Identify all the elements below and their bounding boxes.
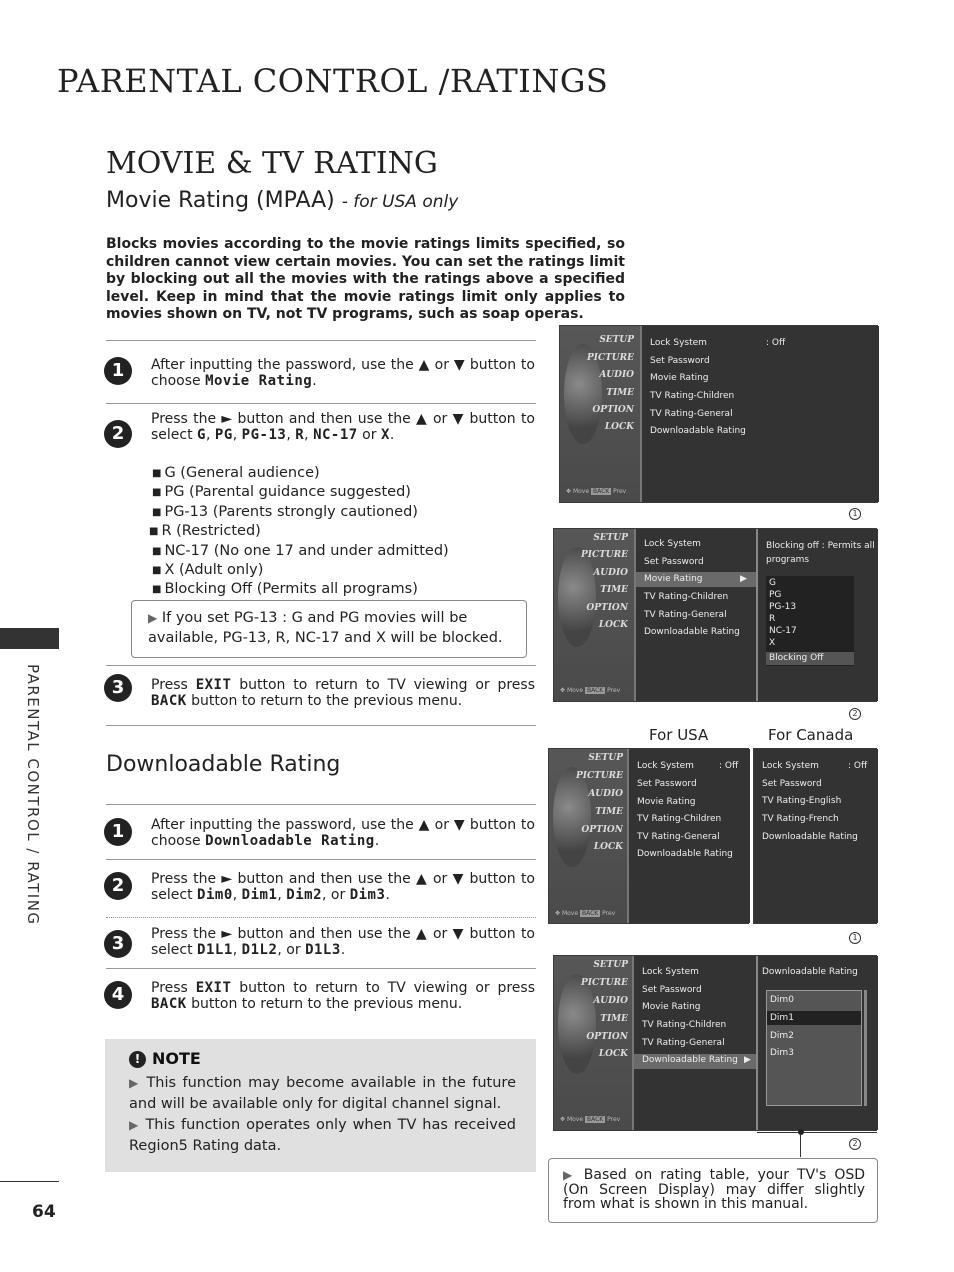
step-key: PG bbox=[214, 427, 233, 443]
osd-note-text: Based on rating table, your TV's OSD (On Screen Display) may differ slightly from what is shown in this manual. bbox=[563, 1167, 865, 1212]
step-key: PG-13 bbox=[241, 427, 287, 443]
movie-step-3: Press EXIT button to return to TV viewing or press BACK button to return to the previous menu. bbox=[151, 677, 536, 709]
movie-rating-title: Movie Rating (MPAA) bbox=[106, 188, 335, 213]
divider bbox=[106, 804, 536, 805]
divider bbox=[106, 403, 536, 404]
osd-screen-4 bbox=[553, 955, 877, 1131]
divider bbox=[106, 665, 536, 666]
dl-step-2: Press the ► button and then use the ▲ or ▼ button to select Dim0, Dim1, Dim2, or Dim3. bbox=[151, 871, 535, 903]
step-key: X bbox=[380, 427, 390, 443]
osd-submenu: Downloadable Rating Dim0 Dim1 Dim2 Dim3 bbox=[756, 956, 878, 1130]
note-heading: ! NOTE bbox=[129, 1049, 516, 1068]
step-number: 1 bbox=[104, 357, 132, 385]
pointer-line bbox=[800, 1135, 801, 1157]
downloadable-heading: Downloadable Rating bbox=[106, 752, 341, 777]
osd-menu: Lock System : Off Set Password Movie Rating TV Rating-Children TV Rating-General Downloadable Rating bbox=[640, 326, 879, 502]
page-rule bbox=[0, 1181, 59, 1182]
step-number: 1 bbox=[104, 818, 132, 846]
movie-intro: Blocks movies according to the movie ratings limits specified, so children cannot view certain movies. You can set the ratings limit by blocking out all the movies with the ratings above a specified level. Keep in mind that the movie ratings limit only applies to movies shown on TV, not TV programs, such as soap operas. bbox=[106, 236, 625, 323]
note-item: ▶ This function operates only when TV has received Region5 Rating data. bbox=[129, 1117, 517, 1154]
marker: 1 bbox=[849, 508, 861, 520]
osd-screen-canada bbox=[753, 748, 877, 924]
exclamation-icon: ! bbox=[129, 1051, 146, 1068]
label-for-canada: For Canada bbox=[768, 726, 854, 744]
step-number: 3 bbox=[104, 930, 132, 958]
osd-menu: Lock System : Off Set Password TV Rating-English TV Rating-French Downloadable Rating bbox=[754, 749, 878, 923]
tip-text: If you set PG-13 : G and PG movies will be available, PG-13, R, NC-17 and X will be blocked. bbox=[148, 610, 503, 646]
step-key: G bbox=[197, 427, 206, 443]
step-number: 2 bbox=[104, 420, 132, 448]
osd-screen-usa bbox=[548, 748, 749, 924]
list-item: ■ R (Restricted) bbox=[149, 523, 261, 540]
divider bbox=[106, 917, 536, 918]
tip-box bbox=[131, 600, 527, 658]
osd-screen-1 bbox=[559, 325, 878, 503]
osd-nav: SETUP PICTURE AUDIO TIME OPTION LOCK ✥ Move BACK Prev bbox=[554, 529, 634, 701]
sidebar-tab bbox=[0, 628, 59, 649]
divider bbox=[106, 340, 536, 341]
list-item: ■ NC-17 (No one 17 and under admitted) bbox=[152, 542, 449, 559]
pointer-dot bbox=[798, 1129, 804, 1135]
section-title: MOVIE & TV RATING bbox=[106, 146, 438, 181]
osd-menu: Lock System Set Password Movie Rating ▶ TV Rating-Children TV Rating-General Downloadable Rating bbox=[634, 529, 756, 701]
step-key: Movie Rating bbox=[205, 373, 313, 389]
list-item: ■ G (General audience) bbox=[152, 465, 320, 481]
triangle-icon: ▶ bbox=[148, 611, 158, 625]
step-number: 3 bbox=[104, 674, 132, 702]
step-key: R bbox=[295, 427, 305, 443]
page-number: 64 bbox=[32, 1202, 56, 1222]
list-item: ■ Blocking Off (Permits all programs) bbox=[152, 581, 418, 598]
list-item: ■ PG-13 (Parents strongly cautioned) bbox=[152, 503, 418, 520]
osd-note-box: ▶ Based on rating table, your TV's OSD (On Screen Display) may differ slightly from what is shown in this manual. bbox=[548, 1158, 878, 1223]
step-number: 2 bbox=[104, 872, 132, 900]
rating-options-list bbox=[149, 464, 449, 600]
step-text: After inputting the password, use the ▲ or ▼ button to choose bbox=[151, 357, 535, 389]
divider bbox=[106, 725, 536, 726]
marker: 2 bbox=[849, 708, 861, 720]
osd-screen-2 bbox=[553, 528, 877, 702]
label-for-usa: For USA bbox=[649, 726, 709, 744]
movie-step-1: After inputting the password, use the ▲ or ▼ button to choose Movie Rating. bbox=[151, 357, 535, 389]
dl-step-4: Press EXIT button to return to TV viewing or press BACK button to return to the previous menu. bbox=[151, 980, 536, 1012]
marker: 2 bbox=[849, 1138, 861, 1150]
step-text: Press the ► button and then use the ▲ or ▼ button to select bbox=[151, 411, 535, 443]
note-item: ▶ This function may become available in the future and will be available only for digital channel signal. bbox=[129, 1075, 516, 1112]
movie-step-2: Press the ► button and then use the ▲ or ▼ button to select G, PG, PG-13, R, NC-17 or X. bbox=[151, 411, 535, 443]
osd-nav: SETUP PICTURE AUDIO TIME OPTION LOCK ✥ Move BACK Prev bbox=[554, 956, 634, 1130]
note-box bbox=[105, 1039, 536, 1172]
step-number: 4 bbox=[104, 981, 132, 1009]
movie-rating-suffix: - for USA only bbox=[341, 192, 459, 212]
list-item: ■ X (Adult only) bbox=[152, 562, 264, 579]
step-key: NC-17 bbox=[313, 427, 358, 443]
pointer-line bbox=[757, 1132, 877, 1133]
list-item: ■ PG (Parental guidance suggested) bbox=[152, 484, 411, 501]
marker: 1 bbox=[849, 932, 861, 944]
divider bbox=[106, 968, 536, 969]
osd-nav: SETUP PICTURE AUDIO TIME OPTION LOCK ✥ Move BACK Prev bbox=[549, 749, 629, 923]
osd-submenu: Blocking off : Permits all programs G PG PG-13 R NC-17 X Blocking Off bbox=[756, 529, 878, 701]
osd-menu: Lock System Set Password Movie Rating TV Rating-Children TV Rating-General Downloadable Rating ▶ bbox=[632, 956, 756, 1130]
dl-step-3: Press the ► button and then use the ▲ or ▼ button to select D1L1, D1L2, or D1L3. bbox=[151, 926, 535, 958]
osd-nav: SETUP PICTURE AUDIO TIME OPTION LOCK ✥ Move BACK Prev bbox=[560, 326, 640, 502]
osd-menu: Lock System : Off Set Password Movie Rating TV Rating-Children TV Rating-General Downloadable Rating bbox=[627, 749, 750, 923]
divider bbox=[106, 859, 536, 860]
dl-step-1: After inputting the password, use the ▲ or ▼ button to choose Downloadable Rating. bbox=[151, 817, 535, 849]
sidebar-label: PARENTAL CONTROL / RATING bbox=[24, 664, 42, 926]
movie-rating-heading bbox=[106, 188, 458, 213]
page-title: PARENTAL CONTROL /RATINGS bbox=[57, 62, 609, 100]
